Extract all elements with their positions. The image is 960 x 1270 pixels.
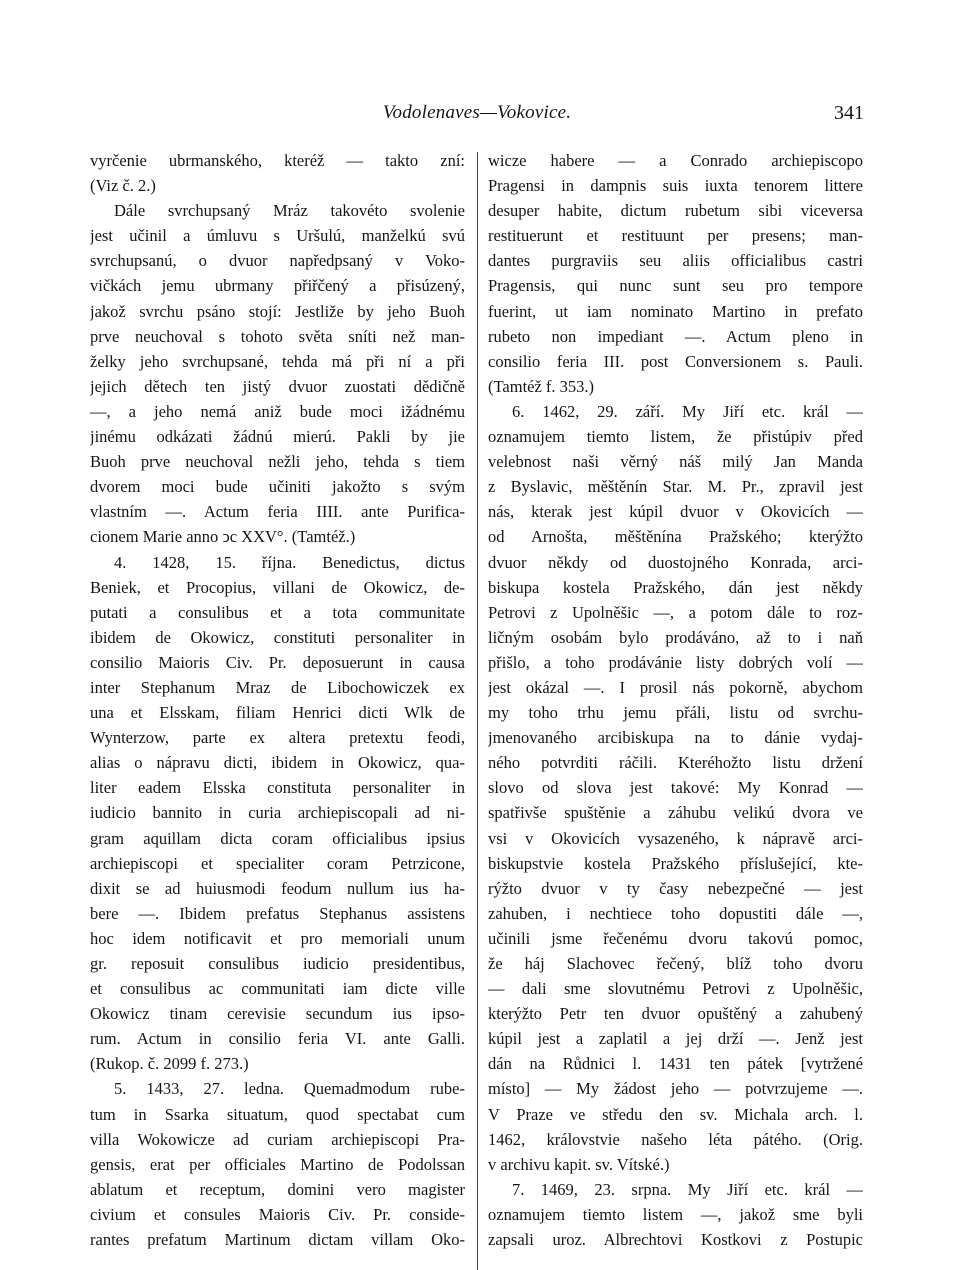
text-line: ablatum et receptum, domini vero magister xyxy=(90,1179,465,1199)
text-line: jest okázal —. I prosil nás pokorně, abychom xyxy=(488,677,863,697)
text-line: oznamujem tiemto listem —, jakož sme byli xyxy=(488,1204,863,1224)
page-number: 341 xyxy=(834,102,864,124)
text-line: hoc idem notificavit et pro memoriali unum xyxy=(90,928,465,948)
text-line: v archivu kapit. sv. Vítské.) xyxy=(488,1154,670,1174)
text-line: vičkách jemu ubrmany přiřčený a přisúzený, xyxy=(90,276,465,296)
text-line: —, a jeho nemá aniž bude moci ižádnému xyxy=(90,401,465,421)
right-column xyxy=(488,148,863,1252)
text-line: dixit se ad huiusmodi feodum nullum ius ha- xyxy=(90,878,465,898)
text-line: jmenovaného arcibiskupa na to dánie vydaj- xyxy=(488,728,863,748)
text-line: Petrovi z Upolněšic —, a potom dále to roz- xyxy=(488,602,863,622)
text-line: cionem Marie anno ͻc XXV°. (Tamtéž.) xyxy=(90,527,356,547)
text-line: gr. reposuit consulibus iudicio presidentibus, xyxy=(90,954,465,973)
text-line: jakož svrchu psáno stojí: Jestliže by jeho Buoh xyxy=(90,301,465,321)
text-line: svrchupsanú, o dvuor napředpsaný v Voko- xyxy=(90,251,465,271)
text-line: jest učinil a úmluvu s Uršulú, manželkú svú xyxy=(90,226,465,246)
text-line: restituerunt et restituunt per presens; man- xyxy=(488,226,863,246)
text-line: Wynterzow, parte ex altera pretextu feodi, xyxy=(90,728,465,748)
text-line: consilio Maioris Civ. Pr. deposuerunt in causa xyxy=(90,652,465,672)
text-line: vyrčenie ubrmanského, kteréž — takto zní: xyxy=(90,151,465,170)
text-line: dvuor někdy od duostojného Konrada, arci- xyxy=(488,552,863,572)
text-line: spatřivše spuštěnie a záhubu velikú dvora ve xyxy=(488,803,863,823)
text-line: prve neuchoval s tohoto světa sníti než man- xyxy=(90,326,465,346)
text-line: 7. 1469, 23. srpna. My Jiří etc. král — xyxy=(512,1179,863,1199)
text-line: dán na Růdnici l. 1431 ten pátek [vytržené xyxy=(488,1054,863,1074)
text-line: slovo od slova jest takové: My Konrad — xyxy=(488,778,863,798)
text-line: Dále svrchupsaný Mráz takovéto svolenie xyxy=(114,201,465,221)
text-line: Okowicz tinam cerevisie secundum ius ipso- xyxy=(90,1004,465,1024)
text-line: kúpil jest a zaplatil a jej drží —. Jenž jest xyxy=(488,1029,863,1049)
text-line: putati a consulibus et a tota communitate xyxy=(90,602,465,622)
text-line: z Byslavic, měštěnín Star. M. Pr., zpravil jest xyxy=(488,477,863,497)
text-line: consilio feria III. post Conversionem s. Pauli. xyxy=(488,351,863,371)
column-divider xyxy=(477,152,478,1270)
text-line: Pragensi in dampnis suis iuxta tenorem littere xyxy=(488,176,863,196)
text-line: villa Wokowicze ad curiam archiepiscopi Pra- xyxy=(90,1129,465,1149)
text-line: Buoh prve neuchoval nežli jeho, tehda s tiem xyxy=(90,452,465,472)
text-line: přišlo, a toho prodávánie listy dobrých volí — xyxy=(488,652,863,672)
text-line: učinili jsme řečenému dvoru takovú pomoc, xyxy=(488,928,863,948)
running-head xyxy=(90,102,864,132)
text-line: — dali sme slovutnému Petrovi z Upolněšic, xyxy=(488,979,863,999)
text-line: (Tamtéž f. 353.) xyxy=(488,376,595,396)
text-line: my toho trhu jemu přáli, listu od svrchu- xyxy=(488,703,863,723)
text-line: (Viz č. 2.) xyxy=(90,176,156,196)
text-line: fuerint, ut iam nominato Martino in prefato xyxy=(488,301,863,321)
text-line: una et Elsskam, filiam Henrici dicti Wlk de xyxy=(90,703,465,723)
text-line: 6. 1462, 29. září. My Jiří etc. král — xyxy=(512,401,863,421)
text-line: tum in Ssarka situatum, quod spectabat cum xyxy=(90,1104,465,1124)
text-line: ného potvrditi ráčili. Kteréhožto listu držení xyxy=(488,753,863,773)
text-line: (Rukop. č. 2099 f. 273.) xyxy=(90,1054,249,1074)
text-line: želky jeho svrchupsané, tehda má při ní a při xyxy=(90,351,465,371)
text-line: 5. 1433, 27. ledna. Quemadmodum rube- xyxy=(114,1079,465,1099)
text-line: že háj Slachovec řečený, blíž toho dvoru xyxy=(488,954,863,973)
text-line: 1462, královstvie našeho léta pátého. (Orig. xyxy=(488,1129,863,1149)
text-line: oznamujem tiemto listem, že přistúpiv před xyxy=(488,427,863,447)
text-line: dantes purgraviis seu aliis officialibus castri xyxy=(488,251,863,271)
text-line: jejich dětech ten jistý dvuor zuostati dědičně xyxy=(90,376,465,396)
text-line: V Praze ve středu den sv. Michala arch. l. xyxy=(488,1104,863,1124)
text-line: rantes prefatum Martinum dictam villam Oko- xyxy=(90,1230,465,1250)
text-line: místo] — My žádost jeho — potvrzujeme —. xyxy=(488,1079,863,1099)
text-line: dvorem moci bude učiniti jakožto s svým xyxy=(90,477,465,497)
text-line: kterýžto Petr ten dvuor opuštěný a zahubený xyxy=(488,1004,863,1024)
text-line: gram aquillam dicta coram officialibus ipsius xyxy=(90,828,465,848)
text-line: wicze habere — a Conrado archiepiscopo xyxy=(488,151,863,170)
text-line: vlastním —. Actum feria IIII. ante Purifica- xyxy=(90,502,465,522)
text-line: od Arnošta, měštěnína Pražského; kterýžto xyxy=(488,527,863,547)
text-line: ličným osobám bylo prodáváno, až to i naň xyxy=(488,627,863,647)
text-line: zahuben, i nechtiece toho dopustiti dále —, xyxy=(488,903,863,923)
text-line: velebnost naši věrný náš milý Jan Manda xyxy=(488,452,863,472)
text-line: biskupstvie kostela Pražského příslušející, kte- xyxy=(488,853,863,873)
text-line: inter Stephanum Mraz de Libochowiczek ex xyxy=(90,677,465,697)
text-line: rubeto non impediant —. Actum pleno in xyxy=(488,326,863,346)
text-line: ibidem de Okowicz, constituti personaliter in xyxy=(90,627,465,647)
text-line: alias o nápravu dicti, ibidem in Okowicz, qua- xyxy=(90,753,465,773)
text-line: nás, kterak jest kúpil dvuor v Okovicích — xyxy=(488,502,863,522)
text-line: liter eadem Elsska constituta personaliter in xyxy=(90,778,465,798)
text-line: gensis, erat per officiales Martino de Podolssan xyxy=(90,1154,465,1174)
text-line: rum. Actum in consilio feria VI. ante Galli. xyxy=(90,1029,465,1049)
running-head-title: Vodolenaves—Vokovice. xyxy=(382,102,572,123)
text-line: iudicio bannito in curia archiepiscopali ad ni- xyxy=(90,803,465,823)
text-line: zapsali uroz. Albrechtovi Kostkovi z Postupic xyxy=(488,1230,863,1250)
text-line: desuper habite, dictum rubetum sibi viceversa xyxy=(488,201,863,221)
text-line: 4. 1428, 15. října. Benedictus, dictus xyxy=(114,552,465,572)
text-line: biskupa kostela Pražského, dán jest někdy xyxy=(488,577,863,597)
text-line: Pragensis, qui nunc sunt seu pro tempore xyxy=(488,276,863,296)
text-line: et consulibus ac communitati iam dicte ville xyxy=(90,979,465,999)
text-line: civium et consules Maioris Civ. Pr. conside- xyxy=(90,1204,465,1224)
text-line: archiepiscopi et specialiter coram Petrzicone, xyxy=(90,853,465,873)
text-line: Beniek, et Procopius, villani de Okowicz, de- xyxy=(90,577,465,597)
text-line: bere —. Ibidem prefatus Stephanus assistens xyxy=(90,903,465,923)
text-line: vsi v Okovicích vysazeného, k nápravě arci- xyxy=(488,828,863,848)
left-column xyxy=(90,148,465,1252)
text-line: jinému odkázati žádnú mierú. Pakli by jie xyxy=(90,427,465,447)
text-line: rýžto dvuor v ty časy nebezpečné — jest xyxy=(488,878,863,898)
